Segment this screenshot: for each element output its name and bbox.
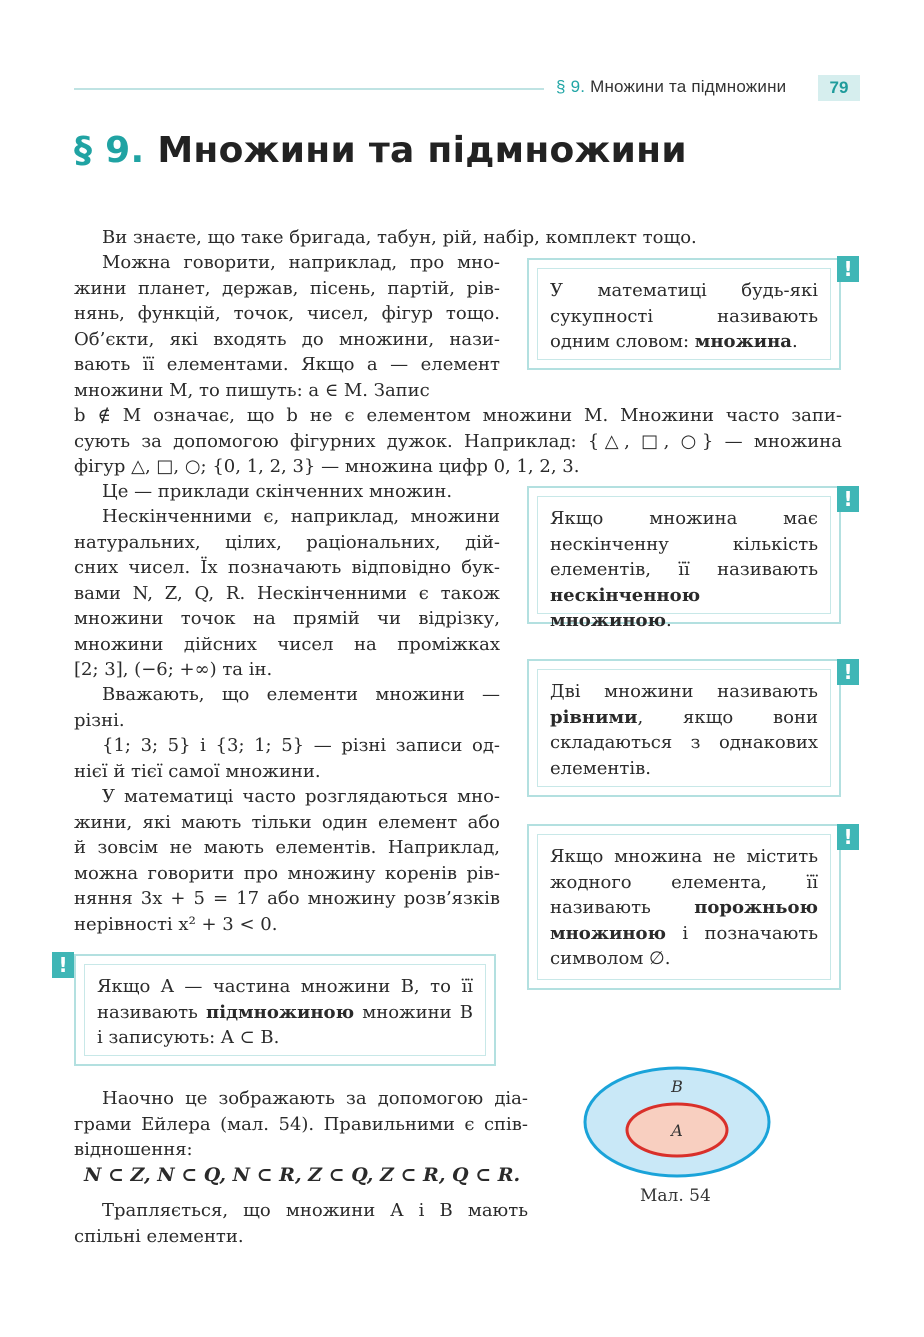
header-section-number: § 9. bbox=[556, 77, 586, 96]
text-line: відношення: bbox=[74, 1139, 193, 1160]
box-term: рівними bbox=[550, 706, 638, 728]
text-line: нерівності x² + 3 < 0. bbox=[74, 913, 278, 935]
text-line: сних чисел. Їх позначають відповідно бук- bbox=[74, 557, 500, 578]
text-line: вами N, Z, Q, R. Нескінченними є також bbox=[74, 582, 500, 604]
chapter-section-number: § 9. bbox=[74, 130, 145, 171]
header-rule bbox=[74, 88, 544, 90]
header-title: Множини та підмножини bbox=[590, 77, 787, 96]
exclamation-icon: ! bbox=[837, 659, 859, 685]
page-number: 79 bbox=[818, 75, 860, 101]
definition-text bbox=[537, 496, 831, 631]
exclamation-icon: ! bbox=[837, 824, 859, 850]
text-line: фігур △, □, ○; {0, 1, 2, 3} — множина цифр 0, 1, 2, 3. bbox=[74, 456, 580, 477]
definition-box-subset bbox=[74, 954, 496, 1066]
exclamation-icon: ! bbox=[52, 952, 74, 978]
text-line: множини точок на прямій чи відрізку, bbox=[74, 608, 500, 629]
paragraph-elements bbox=[74, 250, 500, 403]
box-text: У математиці будь-які сукупності називають одним словом: bbox=[550, 280, 818, 352]
text-line: Трапляється, що множини A і B мають bbox=[102, 1200, 528, 1221]
text-line: Можна говорити, наприклад, про мно- bbox=[102, 252, 500, 273]
paragraph-euler bbox=[74, 1086, 528, 1163]
box-text: , якщо вони складаються з однакових елементів. bbox=[550, 706, 818, 779]
text-line: Це — приклади скінченних множин. bbox=[102, 481, 453, 502]
text-line: [2; 3], (−6; +∞) та ін. bbox=[74, 659, 273, 680]
paragraph-infinite bbox=[74, 504, 500, 683]
definition-box-empty bbox=[527, 824, 841, 990]
box-term: порожньою множиною bbox=[550, 897, 818, 944]
text-line: няння 3x + 5 = 17 або множину розв’язків bbox=[74, 888, 500, 909]
box-text: і позначають символом ∅. bbox=[550, 922, 818, 969]
box-term: нескінченною множиною bbox=[550, 584, 701, 631]
text-line: {1; 3; 5} і {3; 1; 5} — різні записи од- bbox=[102, 735, 500, 756]
box-text: . bbox=[665, 610, 672, 631]
chapter-title-text: Множини та підмножини bbox=[157, 130, 687, 171]
text-line: й зовсім не мають елементів. Наприклад, bbox=[74, 837, 500, 858]
exclamation-icon: ! bbox=[837, 486, 859, 512]
text-line: У математиці часто розглядаються мно- bbox=[102, 786, 500, 807]
text-line: різні. bbox=[74, 709, 125, 731]
text-line: Вважають, що елементи множини — bbox=[102, 684, 500, 705]
text-line: жини планет, держав, пісень, партій, рів- bbox=[74, 277, 500, 299]
paragraph-common bbox=[74, 1198, 528, 1249]
definition-text bbox=[537, 268, 831, 360]
running-header bbox=[556, 77, 786, 97]
paragraph-empty-example bbox=[74, 784, 500, 937]
box-text: . bbox=[791, 331, 798, 352]
text-line: множини M, то пишуть: a ∈ M. Запис bbox=[74, 379, 430, 401]
definition-box-equal bbox=[527, 659, 841, 797]
text-line: Об’єкти, які входять до множини, нази- bbox=[74, 328, 500, 350]
box-text: Якщо A — частина множини B, то її називають bbox=[97, 976, 473, 1023]
paragraph-finite bbox=[102, 479, 502, 505]
definition-text bbox=[84, 964, 486, 1056]
box-term: множина bbox=[694, 331, 792, 352]
box-text: Якщо множина має нескінченну кількість елементів, її називають bbox=[550, 508, 818, 580]
text-line: b ∉ M означає, що b не є елементом множини M. Множини часто запи- bbox=[74, 405, 842, 426]
box-text: Якщо множина не містить жодного елемента, її називають bbox=[550, 846, 818, 918]
text-line: вають її елементами. Якщо a — елемент bbox=[74, 354, 500, 375]
definition-box-infinite bbox=[527, 486, 841, 631]
chapter-title bbox=[74, 130, 687, 171]
paragraph-intro bbox=[102, 225, 842, 251]
box-text: множини B і записують: A ⊂ B. bbox=[97, 1001, 474, 1048]
text-line: грами Ейлера (мал. 54). Правильними є спів- bbox=[74, 1113, 528, 1135]
text-line: множини дійсних чисел на проміжках bbox=[74, 633, 500, 655]
text-line: спільні елементи. bbox=[74, 1225, 244, 1247]
paragraph-distinct bbox=[74, 682, 500, 733]
text-line: Нескінченними є, наприклад, множини bbox=[102, 506, 500, 527]
text-line: жини, які мають тільки один елемент або bbox=[74, 811, 500, 833]
text-line: Ви знаєте, що таке бригада, табун, рій, набір, комплект тощо. bbox=[102, 227, 697, 248]
paragraph-elements-cont bbox=[74, 403, 842, 480]
definition-text bbox=[537, 834, 831, 980]
text-line: можна говорити про множину коренів рів- bbox=[74, 862, 500, 884]
text-line: Наочно це зображають за допомогою діа- bbox=[102, 1088, 528, 1109]
exclamation-icon: ! bbox=[837, 256, 859, 282]
set-a-label: A bbox=[671, 1121, 683, 1140]
subset-formula: N ⊂ Z, N ⊂ Q, N ⊂ R, Z ⊂ Q, Z ⊂ R, Q ⊂ R. bbox=[84, 1164, 521, 1186]
box-text: Дві множини називають bbox=[550, 681, 818, 702]
set-b-label: B bbox=[671, 1077, 683, 1096]
text-line: натуральних, цілих, раціональних, дій- bbox=[74, 531, 500, 553]
box-term: підмножиною bbox=[206, 1001, 355, 1023]
paragraph-same-set bbox=[74, 733, 500, 784]
figure-caption: Мал. 54 bbox=[640, 1186, 711, 1206]
definition-text bbox=[537, 669, 831, 787]
euler-diagram bbox=[580, 1064, 774, 1180]
text-line: сують за допомогою фігурних дужок. Наприклад: {△, □, ○} — множина bbox=[74, 430, 842, 452]
definition-box-set bbox=[527, 258, 841, 370]
text-line: нянь, функцій, точок, чисел, фігур тощо. bbox=[74, 303, 500, 324]
text-line: нієї й тієї самої множини. bbox=[74, 760, 321, 782]
